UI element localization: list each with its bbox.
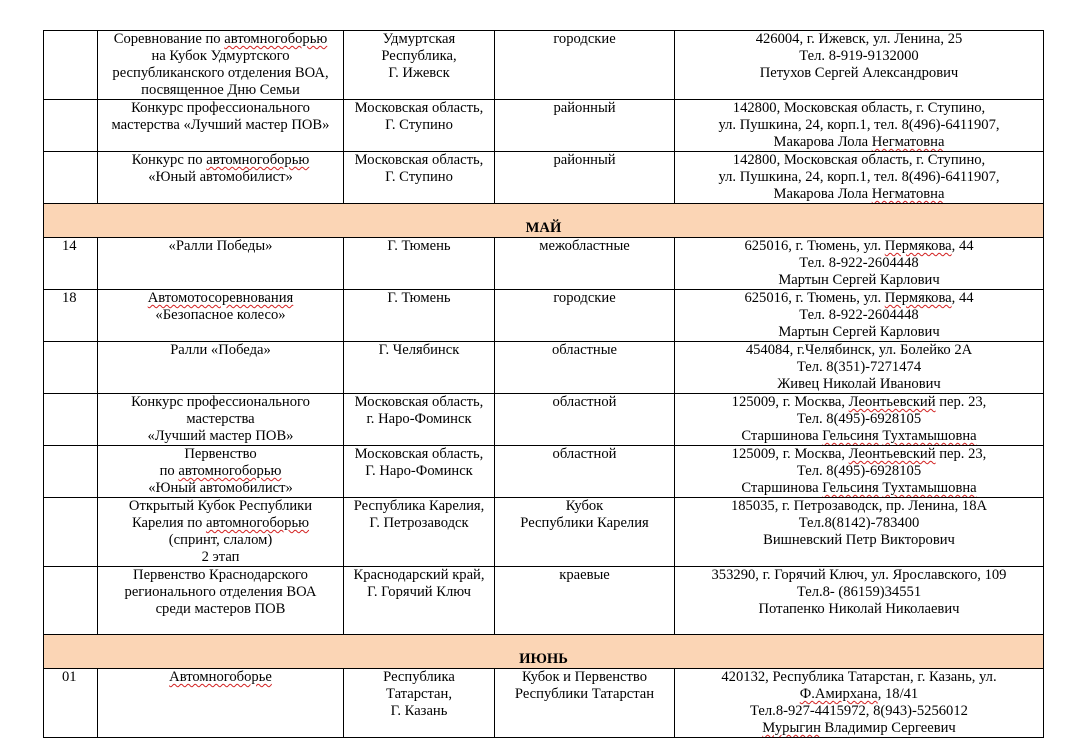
event-level (495, 100, 675, 152)
event-contact (675, 342, 1044, 394)
event-region (344, 238, 495, 290)
event-region (344, 290, 495, 342)
cell-line: 420132, Республика Татарстан, г. Казань, ул. (721, 669, 997, 685)
cell-line: республиканского отделения ВОА, (112, 65, 329, 81)
cell-line: Удмуртская (382, 31, 456, 47)
event-region (344, 669, 495, 738)
cell-line: Тел. 8-922-2604448 (799, 255, 919, 271)
spellcheck-mark: автомногоборью (206, 152, 310, 168)
event-date: 01 (44, 669, 98, 738)
cell-line: 125009, г. Москва, Леонтьевский пер. 23, (731, 446, 987, 462)
spellcheck-mark: Ф.Амирхана (799, 686, 878, 702)
cell-line: 625016, г. Тюмень, ул. Пермякова, 44 (744, 290, 974, 306)
table-row (44, 567, 1044, 635)
event-contact (675, 446, 1044, 498)
spellcheck-mark: Тухтамышовна (882, 480, 977, 496)
event-region (344, 446, 495, 498)
event-name (98, 152, 344, 204)
event-name (98, 238, 344, 290)
event-contact (675, 567, 1044, 635)
cell-line: Г. Наро-Фоминск (365, 463, 473, 479)
cell-line: Г. Горячий Ключ (367, 584, 471, 600)
table-row (44, 31, 1044, 100)
cell-line: Вишневский Петр Викторович (763, 532, 955, 548)
cell-line: Тел. 8(495)-6928105 (796, 463, 922, 479)
spellcheck-mark: Гельсиня (822, 480, 879, 496)
event-contact (675, 669, 1044, 738)
cell-line: 185035, г. Петрозаводск, пр. Ленина, 18А (730, 498, 988, 514)
event-date (44, 446, 98, 498)
cell-line: ул. Пушкина, 24, корп.1, тел. 8(496)-6411907, (718, 169, 1000, 185)
cell-line: Конкурс профессионального (131, 100, 310, 116)
spellcheck-mark: Негматовна (871, 134, 945, 150)
spellcheck-mark: Леонтьевский (848, 394, 936, 410)
cell-line: Г. Челябинск (378, 342, 460, 358)
event-name (98, 100, 344, 152)
cell-line: 454084, г.Челябинск, ул. Болейко 2А (745, 342, 973, 358)
cell-line: Потапенко Николай Николаевич (758, 601, 960, 617)
cell-line: Г. Ступино (385, 169, 453, 185)
cell-line: 142800, Московская область, г. Ступино, (732, 152, 986, 168)
event-name (98, 31, 344, 100)
spellcheck-mark: Гельсиня (822, 428, 879, 444)
cell-line: Живец Николай Иванович (777, 376, 941, 392)
event-contact (675, 31, 1044, 100)
event-name (98, 290, 344, 342)
cell-line: Г. Петрозаводск (369, 515, 469, 531)
cell-line: 125009, г. Москва, Леонтьевский пер. 23, (731, 394, 987, 410)
cell-line: Мартын Сергей Карлович (778, 324, 940, 340)
cell-line: Республика Карелия, (353, 498, 485, 514)
event-level (495, 31, 675, 100)
cell-line: 353290, г. Горячий Ключ, ул. Ярославского, 109 (711, 567, 1007, 583)
spellcheck-mark: Автомногоборье (169, 669, 272, 685)
cell-line: среди мастеров ПОВ (155, 601, 286, 617)
event-date (44, 342, 98, 394)
cell-line: Макарова Лола Негматовна (773, 134, 945, 150)
cell-line: Г. Ижевск (388, 65, 450, 81)
cell-line: Старшинова Гельсиня Тухтамышовна (741, 428, 977, 444)
cell-line: Краснодарский край, (353, 567, 485, 583)
cell-line: «Юный автомобилист» (148, 169, 293, 185)
cell-line: Первенство Краснодарского (133, 567, 308, 583)
spellcheck-mark: Пермякова (884, 290, 952, 306)
event-contact (675, 100, 1044, 152)
cell-line: Макарова Лола Негматовна (773, 186, 945, 202)
cell-line: ул. Пушкина, 24, корп.1, тел. 8(496)-6411907, (718, 117, 1000, 133)
spellcheck-mark: автомногоборью (205, 515, 310, 531)
event-date (44, 394, 98, 446)
cell-line: областной (552, 394, 617, 410)
cell-line: Татарстан, (386, 686, 452, 702)
event-region (344, 394, 495, 446)
cell-line: межобластные (539, 238, 630, 254)
spellcheck-mark: Автомотосоревнования (147, 290, 294, 306)
cell-line: городские (553, 31, 616, 47)
cell-line: 625016, г. Тюмень, ул. Пермякова, 44 (744, 238, 974, 254)
month-header: ИЮНЬ (44, 635, 1044, 669)
cell-line: Тел. 8(495)-6928105 (796, 411, 922, 427)
cell-line: Тел. 8-919-9132000 (799, 48, 919, 64)
spellcheck-mark: Леонтьевский (848, 446, 936, 462)
event-level (495, 567, 675, 635)
event-name (98, 446, 344, 498)
cell-line: Республика, (381, 48, 457, 64)
event-level (495, 342, 675, 394)
cell-line: Соревнование по автомногоборью (113, 31, 328, 47)
month-header: МАЙ (44, 204, 1044, 238)
event-region (344, 342, 495, 394)
cell-line (100, 669, 341, 686)
spellcheck-mark: Негматовна (871, 186, 945, 202)
table-row (44, 238, 1044, 290)
cell-line: «Лучший мастер ПОВ» (147, 428, 294, 444)
cell-line: Конкурс профессионального (131, 394, 310, 410)
cell-line: «Безопасное колесо» (155, 307, 286, 323)
event-date: 14 (44, 238, 98, 290)
table-row (44, 290, 1044, 342)
cell-line: Ф.Амирхана, 18/41 (799, 686, 919, 702)
spellcheck-mark: автомногоборью (178, 463, 282, 479)
event-date: 18 (44, 290, 98, 342)
event-contact (675, 152, 1044, 204)
cell-line: Московская область, (354, 394, 484, 410)
event-region (344, 31, 495, 100)
table-row (44, 394, 1044, 446)
cell-line: Г. Тюмень (387, 238, 451, 254)
event-contact (675, 290, 1044, 342)
event-name (98, 342, 344, 394)
cell-line (100, 290, 341, 307)
cell-line: Тел.8(8142)-783400 (798, 515, 920, 531)
event-level (495, 498, 675, 567)
cell-line: Республика (383, 669, 455, 685)
cell-line: на Кубок Удмуртского (151, 48, 290, 64)
cell-line: «Ралли Победы» (168, 238, 273, 254)
cell-line: Старшинова Гельсиня Тухтамышовна (741, 480, 977, 496)
event-region (344, 567, 495, 635)
event-contact (675, 238, 1044, 290)
spellcheck-mark: Мурыгин (762, 720, 821, 736)
event-level (495, 669, 675, 738)
cell-line: мастерства (186, 411, 255, 427)
spellcheck-mark: автомногоборью (224, 31, 328, 47)
cell-line: 2 этап (201, 549, 240, 565)
event-level (495, 394, 675, 446)
event-level (495, 446, 675, 498)
cell-line: областные (551, 342, 618, 358)
event-name (98, 498, 344, 567)
event-name (98, 394, 344, 446)
cell-line: краевые (559, 567, 610, 583)
cell-line: Московская область, (354, 100, 484, 116)
cell-line: Республики Татарстан (514, 686, 655, 702)
cell-line: Тел. 8-922-2604448 (799, 307, 919, 323)
cell-line: Мурыгин Владимир Сергеевич (762, 720, 956, 736)
cell-line: (спринт, слалом) (168, 532, 273, 548)
table-row (44, 446, 1044, 498)
cell-line: Республики Карелия (520, 515, 649, 531)
event-name (98, 567, 344, 635)
cell-line: г. Наро-Фоминск (366, 411, 472, 427)
cell-line: областной (552, 446, 617, 462)
cell-line: Г. Ступино (385, 117, 453, 133)
event-date (44, 31, 98, 100)
table-row (44, 152, 1044, 204)
cell-line: регионального отделения ВОА (124, 584, 317, 600)
table-row (44, 498, 1044, 567)
cell-line: «Юный автомобилист» (148, 480, 293, 496)
cell-line: посвященное Дню Семьи (141, 82, 300, 98)
month-header-row (44, 635, 1044, 669)
event-contact (675, 498, 1044, 567)
event-level (495, 238, 675, 290)
cell-line: Тел. 8(351)-7271474 (796, 359, 922, 375)
cell-line: мастерства «Лучший мастер ПОВ» (111, 117, 330, 133)
cell-line: 142800, Московская область, г. Ступино, (732, 100, 986, 116)
event-date (44, 100, 98, 152)
cell-line: Открытый Кубок Республики (128, 498, 313, 514)
cell-line: Мартын Сергей Карлович (778, 272, 940, 288)
cell-line: Г. Казань (390, 703, 448, 719)
cell-line: Кубок и Первенство (521, 669, 647, 685)
cell-line: Кубок (565, 498, 604, 514)
cell-line: районный (553, 152, 616, 168)
cell-line: Конкурс по автомногоборью (131, 152, 310, 168)
event-date (44, 498, 98, 567)
cell-line: Московская область, (354, 152, 484, 168)
table-row (44, 100, 1044, 152)
cell-line: Тел.8- (86159)34551 (796, 584, 922, 600)
event-name (98, 669, 344, 738)
month-header-row (44, 204, 1044, 238)
cell-line: по автомногоборью (159, 463, 282, 479)
spellcheck-mark: Тухтамышовна (882, 428, 977, 444)
event-date (44, 567, 98, 635)
event-level (495, 290, 675, 342)
event-region (344, 100, 495, 152)
cell-line: Первенство (184, 446, 257, 462)
cell-line: Московская область, (354, 446, 484, 462)
event-region (344, 498, 495, 567)
cell-line: Петухов Сергей Александрович (759, 65, 959, 81)
cell-line: городские (553, 290, 616, 306)
cell-line: Ралли «Победа» (170, 342, 271, 358)
cell-line: Карелия по автомногоборью (131, 515, 310, 531)
table-row (44, 342, 1044, 394)
spellcheck-mark: Пермякова (884, 238, 952, 254)
events-table (43, 30, 1044, 738)
event-level (495, 152, 675, 204)
event-contact (675, 394, 1044, 446)
cell-line: Тел.8-927-4415972, 8(943)-5256012 (750, 703, 968, 719)
cell-line: районный (553, 100, 616, 116)
cell-line: 426004, г. Ижевск, ул. Ленина, 25 (755, 31, 963, 47)
table-row (44, 669, 1044, 738)
cell-line: Г. Тюмень (387, 290, 451, 306)
events-table-body (44, 31, 1044, 738)
event-region (344, 152, 495, 204)
event-date (44, 152, 98, 204)
